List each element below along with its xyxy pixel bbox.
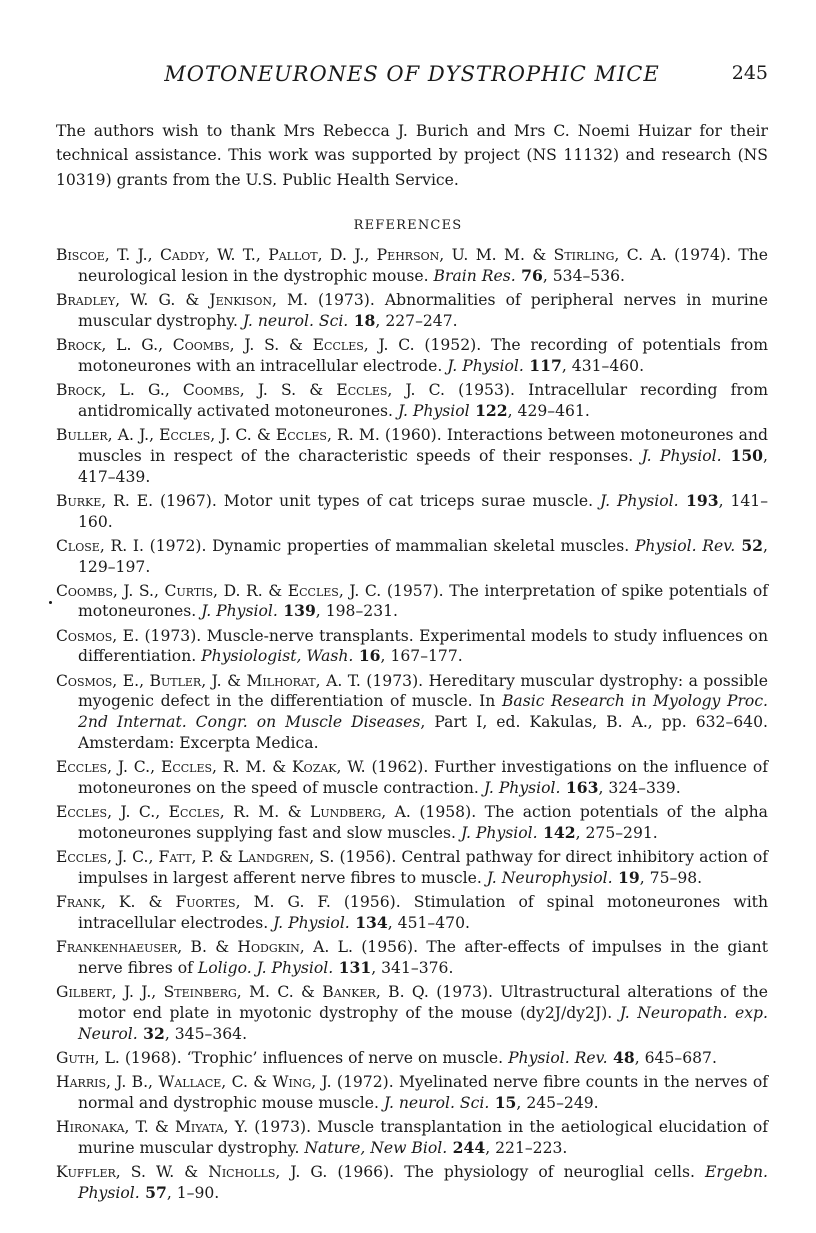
reference-volume: 15 bbox=[489, 1092, 517, 1112]
reference-pages: , 227–247. bbox=[375, 311, 458, 330]
reference-journal: Physiol. Rev. bbox=[634, 536, 736, 555]
running-title: MOTONEURONES OF DYSTROPHIC MICE bbox=[164, 62, 660, 86]
reference-authors: Eccles, J. C., Eccles, R. M. & Kozak, W. bbox=[56, 758, 366, 777]
reference-entry bbox=[56, 671, 768, 754]
reference-text: (1956). Central pathway for direct inhibitory action of impulses in largest afferent nerve fibres to muscle. bbox=[78, 848, 769, 887]
reference-entry bbox=[56, 335, 768, 377]
reference-text: (1968). ‘Trophic’ influences of nerve on muscle. bbox=[119, 1048, 509, 1067]
reference-journal: Basic Research in Myology Proc. 2nd Internat. Congr. on Muscle Diseases bbox=[78, 692, 769, 732]
reference-entry bbox=[56, 802, 768, 844]
reference-entry bbox=[56, 626, 768, 668]
reference-pages: , 275–291. bbox=[575, 824, 658, 843]
reference-volume: 131 bbox=[333, 957, 372, 977]
reference-volume: 139 bbox=[277, 601, 316, 621]
reference-authors: Frank, K. & Fuortes, M. G. F. bbox=[56, 893, 331, 912]
reference-text: (1956). Stimulation of spinal motoneurones with intracellular electrodes. bbox=[78, 893, 768, 932]
reference-entry bbox=[56, 982, 768, 1044]
reference-entry bbox=[56, 380, 768, 422]
reference-pages: , 75–98. bbox=[639, 869, 703, 887]
reference-journal: J. Physiol. bbox=[641, 446, 722, 465]
reference-volume: 52 bbox=[735, 535, 764, 555]
reference-pages: , 345–364. bbox=[164, 1024, 248, 1043]
reference-text: (1960). Interactions between motoneurones and muscles in respect of the characteristic speeds of their responses. bbox=[78, 425, 768, 465]
reference-pages: , 141–160. bbox=[78, 491, 769, 531]
page-number: 245 bbox=[731, 62, 768, 84]
reference-text: (1974). The neurological lesion in the dystrophic mouse. bbox=[78, 246, 768, 285]
reference-text: (1957). The interpretation of spike potentials of motoneurones. bbox=[78, 581, 768, 621]
reference-pages: , 431–460. bbox=[561, 356, 645, 375]
reference-volume: 18 bbox=[348, 310, 376, 330]
reference-volume: 142 bbox=[537, 823, 576, 843]
reference-volume: 117 bbox=[523, 355, 562, 375]
reference-journal: J. Physiol. bbox=[600, 491, 679, 510]
reference-volume: 32 bbox=[137, 1023, 165, 1043]
reference-entry bbox=[56, 245, 768, 287]
reference-journal: Physiologist, Wash. bbox=[201, 647, 354, 666]
reference-journal: J. Neurophysiol. bbox=[486, 869, 613, 887]
reference-authors: Cosmos, E., Butler, J. & Milhorat, A. T. bbox=[56, 671, 361, 690]
reference-entry bbox=[56, 1162, 768, 1204]
reference-text: (1972). Dynamic properties of mammalian skeletal muscles. bbox=[143, 536, 635, 555]
stray-print-mark bbox=[49, 601, 52, 604]
reference-authors: Hironaka, T. & Miyata, Y. bbox=[56, 1118, 249, 1137]
reference-volume: 19 bbox=[612, 868, 640, 887]
reference-pages: , 451–470. bbox=[387, 913, 470, 932]
reference-list bbox=[56, 245, 768, 1207]
reference-authors: Kuffler, S. W. & Nicholls, J. G. bbox=[56, 1163, 328, 1182]
reference-volume: 76 bbox=[515, 265, 543, 285]
reference-text: (1966). The physiology of neuroglial cells. bbox=[327, 1163, 705, 1182]
references-heading: REFERENCES bbox=[353, 218, 463, 233]
reference-authors: Buller, A. J., Eccles, J. C. & Eccles, R. M. bbox=[56, 425, 380, 444]
reference-pages: , 324–339. bbox=[598, 779, 681, 798]
reference-entry bbox=[56, 1048, 768, 1069]
reference-authors: Cosmos, E. bbox=[56, 626, 140, 645]
reference-text: (1972). Myelinated nerve fibre counts in the nerves of normal and dystrophic mouse muscle. bbox=[78, 1073, 768, 1112]
reference-journal: J. Physiol. bbox=[460, 824, 538, 843]
reference-pages: , 245–249. bbox=[516, 1093, 599, 1112]
reference-volume: 163 bbox=[560, 778, 599, 798]
reference-pages: , 645–687. bbox=[634, 1048, 717, 1067]
reference-authors: Frankenhaeuser, B. & Hodgkin, A. L. bbox=[56, 938, 353, 957]
reference-volume: 193 bbox=[678, 490, 719, 510]
reference-pages: , 429–461. bbox=[507, 401, 590, 420]
reference-authors: Brock, L. G., Coombs, J. S. & Eccles, J. C. bbox=[56, 335, 415, 354]
reference-text: (1973). Ultrastructural alterations of the motor end plate in myotonic dystrophy of the mouse (dy2J/dy2J). bbox=[78, 983, 769, 1022]
reference-entry bbox=[56, 491, 768, 533]
reference-journal: Physiol. Rev. bbox=[508, 1048, 608, 1067]
reference-pages: , 167–177. bbox=[380, 647, 463, 666]
reference-text: (1953). Intracellular recording from antidromically activated motoneurones. bbox=[78, 380, 768, 420]
reference-authors: Close, R. I. bbox=[56, 536, 144, 555]
reference-text: (1973). Muscle transplantation in the aetiological elucidation of murine muscular dystrophy. bbox=[78, 1118, 768, 1157]
reference-authors: Burke, R. E. bbox=[56, 491, 154, 510]
reference-volume: 16 bbox=[353, 646, 381, 666]
reference-authors: Guth, L. bbox=[56, 1048, 120, 1067]
reference-pages: , 221–223. bbox=[485, 1138, 568, 1157]
reference-pages: , 1–90. bbox=[166, 1183, 220, 1202]
reference-authors: Gilbert, J. J., Steinberg, M. C. & Banker, B. Q. bbox=[56, 983, 429, 1002]
reference-entry bbox=[56, 290, 768, 332]
reference-entry bbox=[56, 937, 768, 979]
reference-journal: J. Physiol. bbox=[483, 779, 561, 798]
reference-journal: Loligo. J. Physiol. bbox=[197, 958, 334, 977]
reference-pages: , 198–231. bbox=[315, 602, 398, 621]
reference-volume: 244 bbox=[447, 1137, 486, 1157]
reference-entry bbox=[56, 757, 768, 799]
reference-journal: Nature, New Biol. bbox=[304, 1138, 448, 1157]
reference-journal: Ergebn. Physiol. bbox=[78, 1163, 768, 1202]
reference-entry bbox=[56, 892, 768, 934]
reference-journal: Brain Res. bbox=[433, 266, 516, 285]
reference-text: (1958). The action potentials of the alpha motoneurones supplying fast and slow muscles. bbox=[78, 803, 768, 843]
acknowledgement-paragraph: The authors wish to thank Mrs Rebecca J. Burich and Mrs C. Noemi Huizar for their technical assistance. This work was supported by project (NS 11132) and research (NS 10319) grants from the U.S. Public Health Service. bbox=[56, 121, 768, 189]
reference-volume: 122 bbox=[469, 400, 508, 420]
reference-authors: Brock, L. G., Coombs, J. S. & Eccles, J. C. bbox=[56, 380, 445, 399]
reference-authors: Bradley, W. G. & Jenkison, M. bbox=[56, 290, 308, 309]
reference-pages: , 534–536. bbox=[542, 266, 626, 285]
reference-journal: J. Physiol. bbox=[201, 602, 278, 621]
page-header bbox=[56, 62, 768, 92]
reference-pages: , 417–439. bbox=[78, 446, 768, 486]
reference-authors: Coombs, J. S., Curtis, D. R. & Eccles, J. C. bbox=[56, 581, 382, 600]
reference-journal: J. neurol. Sci. bbox=[242, 311, 349, 330]
reference-journal: J. Neuropath. exp. Neurol. bbox=[78, 1003, 768, 1043]
reference-volume: 57 bbox=[139, 1182, 167, 1202]
reference-volume: 48 bbox=[607, 1047, 635, 1067]
reference-entry bbox=[56, 847, 768, 889]
reference-volume: 134 bbox=[349, 912, 388, 932]
reference-authors: Harris, J. B., Wallace, C. & Wing, J. bbox=[56, 1073, 332, 1092]
reference-journal: J. Physiol. bbox=[273, 913, 350, 932]
reference-entry bbox=[56, 581, 768, 623]
reference-entry bbox=[56, 1072, 768, 1114]
reference-entry bbox=[56, 536, 768, 578]
reference-text: (1973). Abnormalities of peripheral nerves in murine muscular dystrophy. bbox=[78, 290, 768, 330]
reference-text: (1962). Further investigations on the influence of motoneurones on the speed of muscle contraction. bbox=[78, 758, 768, 798]
reference-volume: 150 bbox=[721, 445, 764, 465]
reference-pages: , Part I, ed. Kakulas, B. A., pp. 632–640. Amsterdam: Excerpta Medica. bbox=[78, 713, 768, 753]
reference-journal: J. Physiol bbox=[397, 401, 470, 420]
reference-authors: Eccles, J. C., Fatt, P. & Landgren, S. bbox=[56, 848, 335, 867]
reference-text: (1973). Hereditary muscular dystrophy: a possible myogenic defect in the differentiation of muscle. In bbox=[78, 671, 768, 711]
reference-pages: , 341–376. bbox=[371, 958, 454, 977]
reference-text: (1956). The after-effects of impulses in the giant nerve fibres of bbox=[78, 938, 768, 977]
reference-journal: J. neurol. Sci. bbox=[383, 1093, 490, 1112]
reference-pages: , 129–197. bbox=[78, 536, 768, 576]
reference-entry bbox=[56, 425, 768, 487]
reference-entry bbox=[56, 1117, 768, 1159]
reference-authors: Biscoe, T. J., Caddy, W. T., Pallot, D. J., Pehrson, U. M. M. & Stirling, C. A. bbox=[56, 246, 667, 264]
reference-journal: J. Physiol. bbox=[447, 356, 524, 375]
reference-authors: Eccles, J. C., Eccles, R. M. & Lundberg, A. bbox=[56, 803, 411, 822]
reference-text: (1967). Motor unit types of cat triceps surae muscle. bbox=[153, 491, 601, 510]
reference-text: (1952). The recording of potentials from motoneurones with an intracellular electrode. bbox=[78, 335, 769, 375]
reference-text: (1973). Muscle-nerve transplants. Experimental models to study influences on differentiation. bbox=[78, 626, 768, 666]
